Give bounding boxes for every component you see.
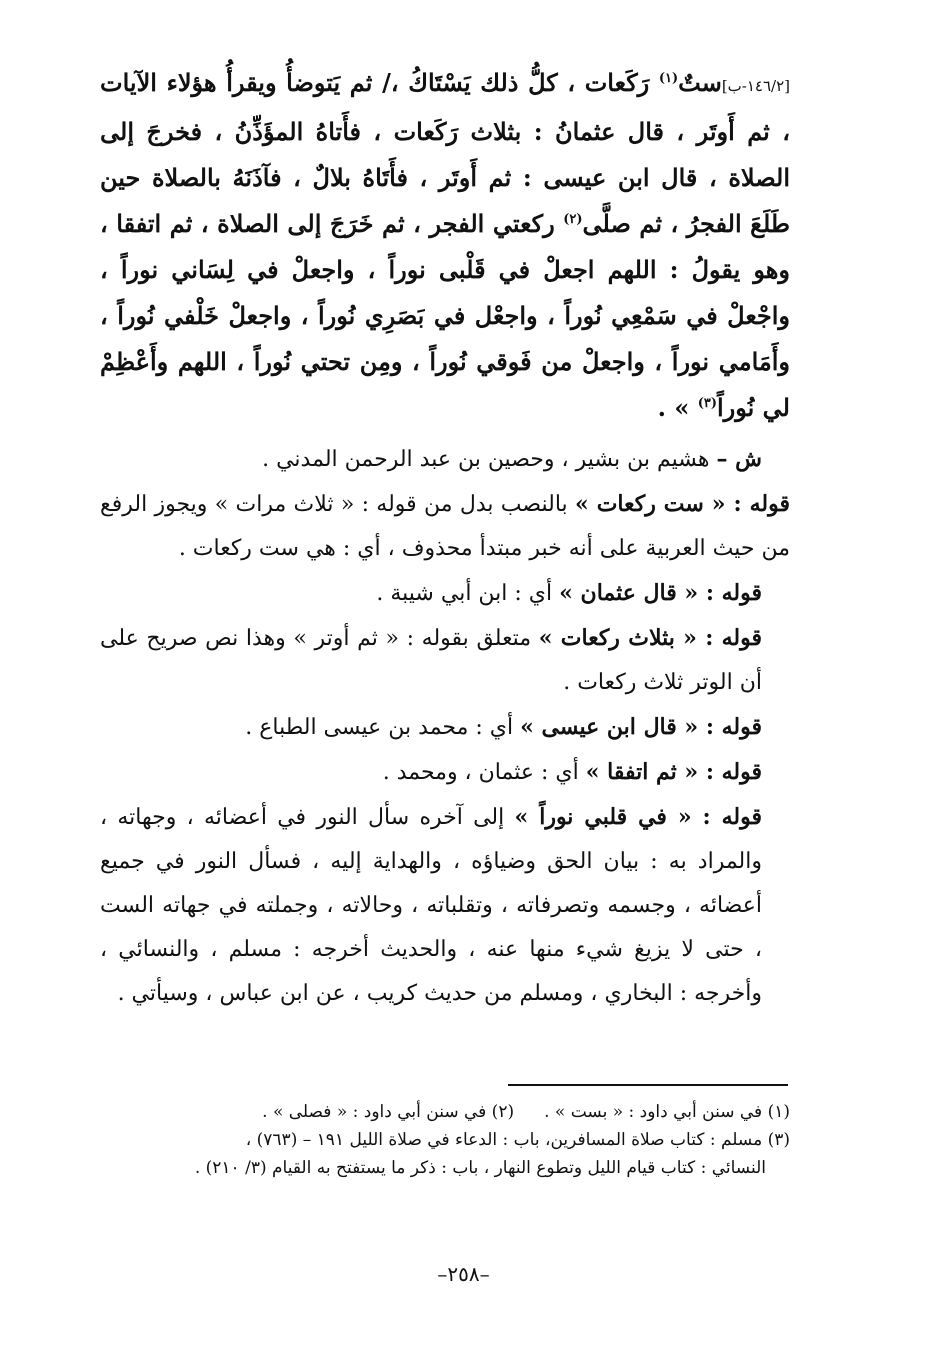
commentary-6-key: قوله : « في قلبي نوراً » — [514, 804, 762, 830]
commentary-5 — [100, 750, 790, 795]
hadith-part-4: » . — [657, 393, 698, 422]
commentary-1-key: قوله : « ست ركعات » — [574, 491, 790, 517]
footnote-3-continuation — [100, 1154, 790, 1182]
footnote-3-part-1: (٣) مسلم : كتاب صلاة المسافرين، باب : الدعاء في صلاة الليل ١٩١ – (٧٦٣) ، — [245, 1130, 790, 1150]
commentary-6 — [100, 795, 790, 1016]
hadith-part-1: ستٌ — [678, 68, 722, 97]
commentary-3 — [100, 616, 790, 705]
footnote-divider — [508, 1084, 788, 1086]
commentary-4 — [100, 705, 790, 750]
hadith-part-3: ركعتي الفجر ، ثم خَرَجَ إلى الصلاة ، ثم اتفقا ، وهو يقولُ : اللهم اجعلْ في قَلْبى نوراً ، واجعلْ في لِسَاني نوراً ، واجْعلْ في سَمْعِي نُوراً ، واجعْل في بَصَرِي نُوراً ، واجعلْ خَلْفي نُوراً ، وأَمَامي نوراً ، واجعلْ من فَوقي نُوراً ، ومِن تحتي نُوراً ، اللهم وأَعْظِمْ لي نُوراً — [100, 209, 790, 422]
footnote-2: (٢) في سنن أبي داود : « فصلى » . — [262, 1102, 515, 1122]
footnote-ref-3: (٣) — [697, 396, 717, 411]
commentary-3-key: قوله : « بثلاث ركعات » — [538, 625, 762, 651]
commentary-4-key: قوله : « قال ابن عيسى » — [520, 714, 762, 740]
commentary-1-text: بالنصب بدل من قوله : « ثلاث مرات » ويجوز الرفع من حيث العربية على أنه خبر مبتدأ محذوف ، أي : هي ست ركعات . — [100, 492, 790, 561]
narrators-label: ش – — [716, 446, 762, 472]
commentary-2 — [100, 571, 790, 616]
commentary-4-text: أي : محمد بن عيسى الطباع . — [245, 715, 521, 740]
footnotes-line-1 — [100, 1098, 790, 1126]
page-number: –٢٥٨– — [437, 1262, 490, 1286]
footnote-3-part-2: النسائي : كتاب قيام الليل وتطوع النهار ، باب : ذكر ما يستفتح به القيام (٣/ ٢١٠) . — [194, 1158, 766, 1178]
commentary-6-text: إلى آخره سأل النور في أعضائه ، وجهاته ، والمراد به : بيان الحق وضياؤه ، والهداية إليه ، فسأل النور في جميع أعضائه ، وجسمه وتصرفاته ، وتقلباته ، وحالاته ، وجملته في جهاته الست ، حتى لا يزيغ شيء منها عنه ، والحديث أخرجه : مسلم ، والنسائي ، وأخرجه : البخاري ، ومسلم من حديث كريب ، عن ابن عباس ، وسيأتي . — [100, 805, 762, 1006]
footnote-ref-2: (٢) — [563, 212, 583, 227]
footnote-ref-1: (١) — [658, 71, 679, 86]
narrators-text: هشيم بن بشير ، وحصين بن عبد الرحمن المدني . — [262, 447, 717, 472]
hadith-text — [100, 60, 790, 431]
footnote-1: (١) في سنن أبي داود : « بست » . — [544, 1102, 790, 1122]
footnotes — [100, 1098, 790, 1182]
commentary-3-text: متعلق بقوله : « ثم أوتر » وهذا نص صريح على أن الوتر ثلاث ركعات . — [100, 626, 762, 695]
commentary-5-key: قوله : « ثم اتفقا » — [585, 759, 762, 785]
commentary-2-text: أي : ابن أبي شيبة . — [376, 581, 560, 606]
footnote-3 — [100, 1126, 790, 1154]
main-text — [100, 60, 790, 1016]
narrators-note — [100, 437, 790, 482]
manuscript-folio-note: [١٤٦/٢-ب] — [721, 77, 790, 95]
commentary-5-text: أي : عثمان ، ومحمد . — [382, 760, 586, 785]
commentary-2-key: قوله : « قال عثمان » — [559, 580, 762, 606]
commentary-1 — [100, 482, 790, 571]
hadith-part-2: رَكَعات ، كلُّ ذلك يَسْتَاكُ ،/ ثم يَتوضأُ ويقرأُ هؤلاء الآيات ، ثم أَوتَر ، قال عثمانُ : بثلاث رَكَعات ، فأَتاهُ المؤَذِّنُ ، فخرجَ إلى الصلاة ، قال ابن عيسى : ثم أَوتَر ، فأَتَاهُ بلالٌ ، فآذَنَهُ بالصلاة حين طَلَعَ الفجرُ ، ثم صلَّى — [100, 68, 791, 238]
